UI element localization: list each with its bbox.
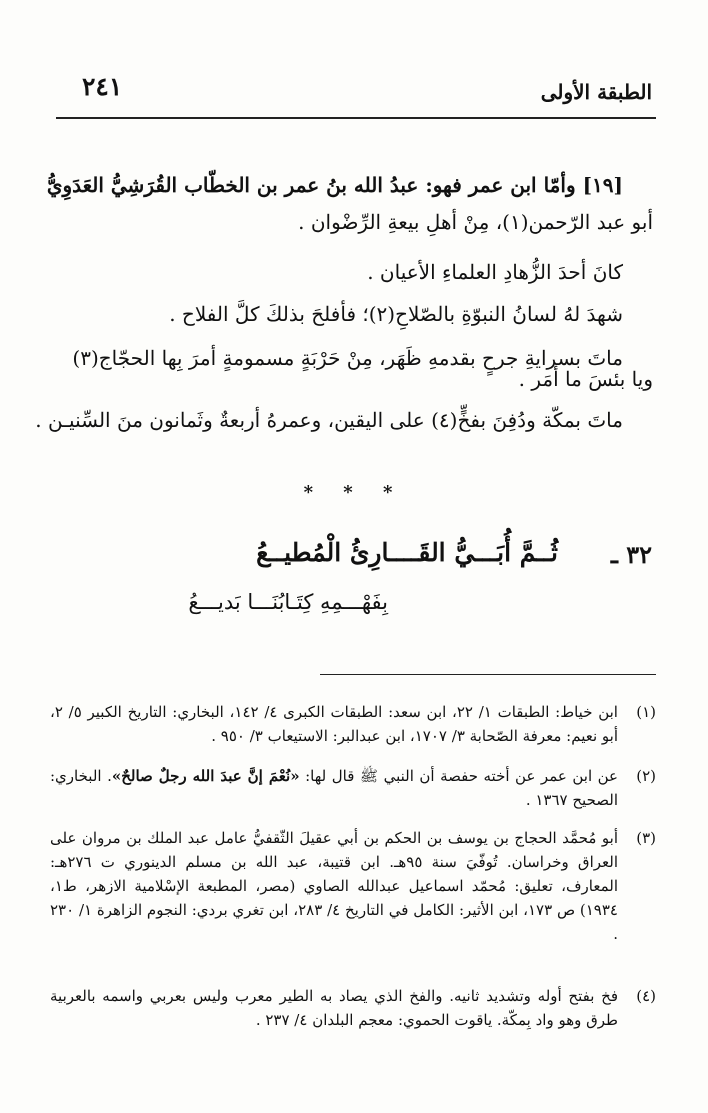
footnote-number: (١) — [636, 703, 656, 721]
footnote-text — [50, 764, 618, 812]
footnote-number: (٢) — [636, 767, 656, 785]
footnote-text-part: . البخاري: الصحيح ١٣٦٧ . — [50, 767, 618, 809]
footnote-number: (٣) — [636, 829, 656, 847]
footnote-4 — [50, 984, 656, 1032]
footnote-1 — [50, 700, 656, 748]
footnote-number: (٤) — [636, 987, 656, 1005]
hadith-quote: «نُعْمَ إنَّ عبدَ الله رجلٌ صالحٌ» — [111, 767, 300, 785]
footnote-2 — [50, 764, 656, 812]
section-separator: * * * — [303, 482, 405, 503]
poem-verse-number: ٣٢ ـ — [610, 540, 652, 569]
poem-hemistich-2: بِفَهْـــمِهِ كِتَـابُنَـــا بَديـــعُ — [188, 590, 388, 614]
poem-hemistich-1: ثُــمَّ أُبَـــيُّ القَــــارِئُ الْمُطيــعُ — [256, 538, 558, 567]
entry-line-5: ماتَ بسرايةِ جرحٍ بقدمهِ ظَهَر، مِنْ حَرْبَةٍ مسمومةٍ أمرَ بِها الحجّاج(٣) — [72, 346, 623, 370]
footnote-text: أبو مُحمَّد الحجاج بن يوسف بن الحكم بن أبي عقيلَ الثّقفيُّ عامل عبد الملك بن مروان على العراق وخراسان. تُوفّيَ سنة ٩٥هـ. ابن قتيبة، عبد الله بن مسلم الدينوري ت ٢٧٦هـ: المعارف، تعليق: مُحمّد اسماعيل عبدالله الصاوي (مصر، المطبعة الإسْلامية الازهر، ط١، ١٩٣٤) ص ١٧٣، ابن الأثير: الكامل في التاريخ ٤/ ٢٨٣، ابن تغري بردي: النجوم الزاهرة ١/ ٢٣٠ . — [50, 829, 618, 943]
header-divider — [56, 117, 656, 119]
running-header-title: الطبقة الأولى — [540, 80, 652, 104]
footnote-text: فخ بفتح أوله وتشديد ثانيه. والفخ الذي يصاد به الطير معرب وليس بعربي واسمه بالعربية طرق وهو واد بِمكّة. ياقوت الحموي: معجم البلدان ٤/ ٢٣٧ . — [50, 987, 618, 1029]
entry-number: [١٩] — [582, 173, 623, 197]
entry-line-3: كانَ أحدَ الزُّهادِ العلماءِ الأعيان . — [367, 260, 623, 284]
entry-line-1 — [46, 172, 623, 198]
entry-line-6: ويا بئسَ ما أمَر . — [518, 367, 653, 391]
entry-line-4: شهدَ لهُ لسانُ النبوّةِ بالصّلاحِ(٢)؛ فأفلحَ بذلكَ كلَّ الفلاح . — [169, 302, 623, 326]
footnote-3 — [50, 826, 656, 946]
entry-heading-text: وأمّا ابن عمر فهو: عبدُ الله بنُ عمر بن الخطّاب القُرَشِيُّ العَدَوِيُّ — [46, 173, 583, 197]
footnote-text: ابن خياط: الطبقات ١/ ٢٢، ابن سعد: الطبقات الكبرى ٤/ ١٤٢، البخاري: التاريخ الكبير ٥/ ٢، أبو نعيم: معرفة الصّحابة ٣/ ١٧٠٧، ابن عبدالبر: الاستيعاب ٣/ ٩٥٠ . — [50, 703, 618, 745]
footnote-text-part: عن ابن عمر عن أخته حفصة أن النبي ﷺ قال لها: — [299, 767, 619, 785]
entry-line-7: ماتَ بمكّة ودُفِنَ بفخٍّ(٤) على اليقين، وعمرهُ أربعةٌ وثَمانون منَ السِّنيـن . — [35, 408, 623, 432]
page-number: ٢٤١ — [82, 72, 123, 101]
entry-line-2: أبو عبد الرّحمن(١)، مِنْ أهلِ بيعةِ الرِّضْوان . — [298, 210, 653, 234]
footnote-divider — [320, 674, 656, 675]
